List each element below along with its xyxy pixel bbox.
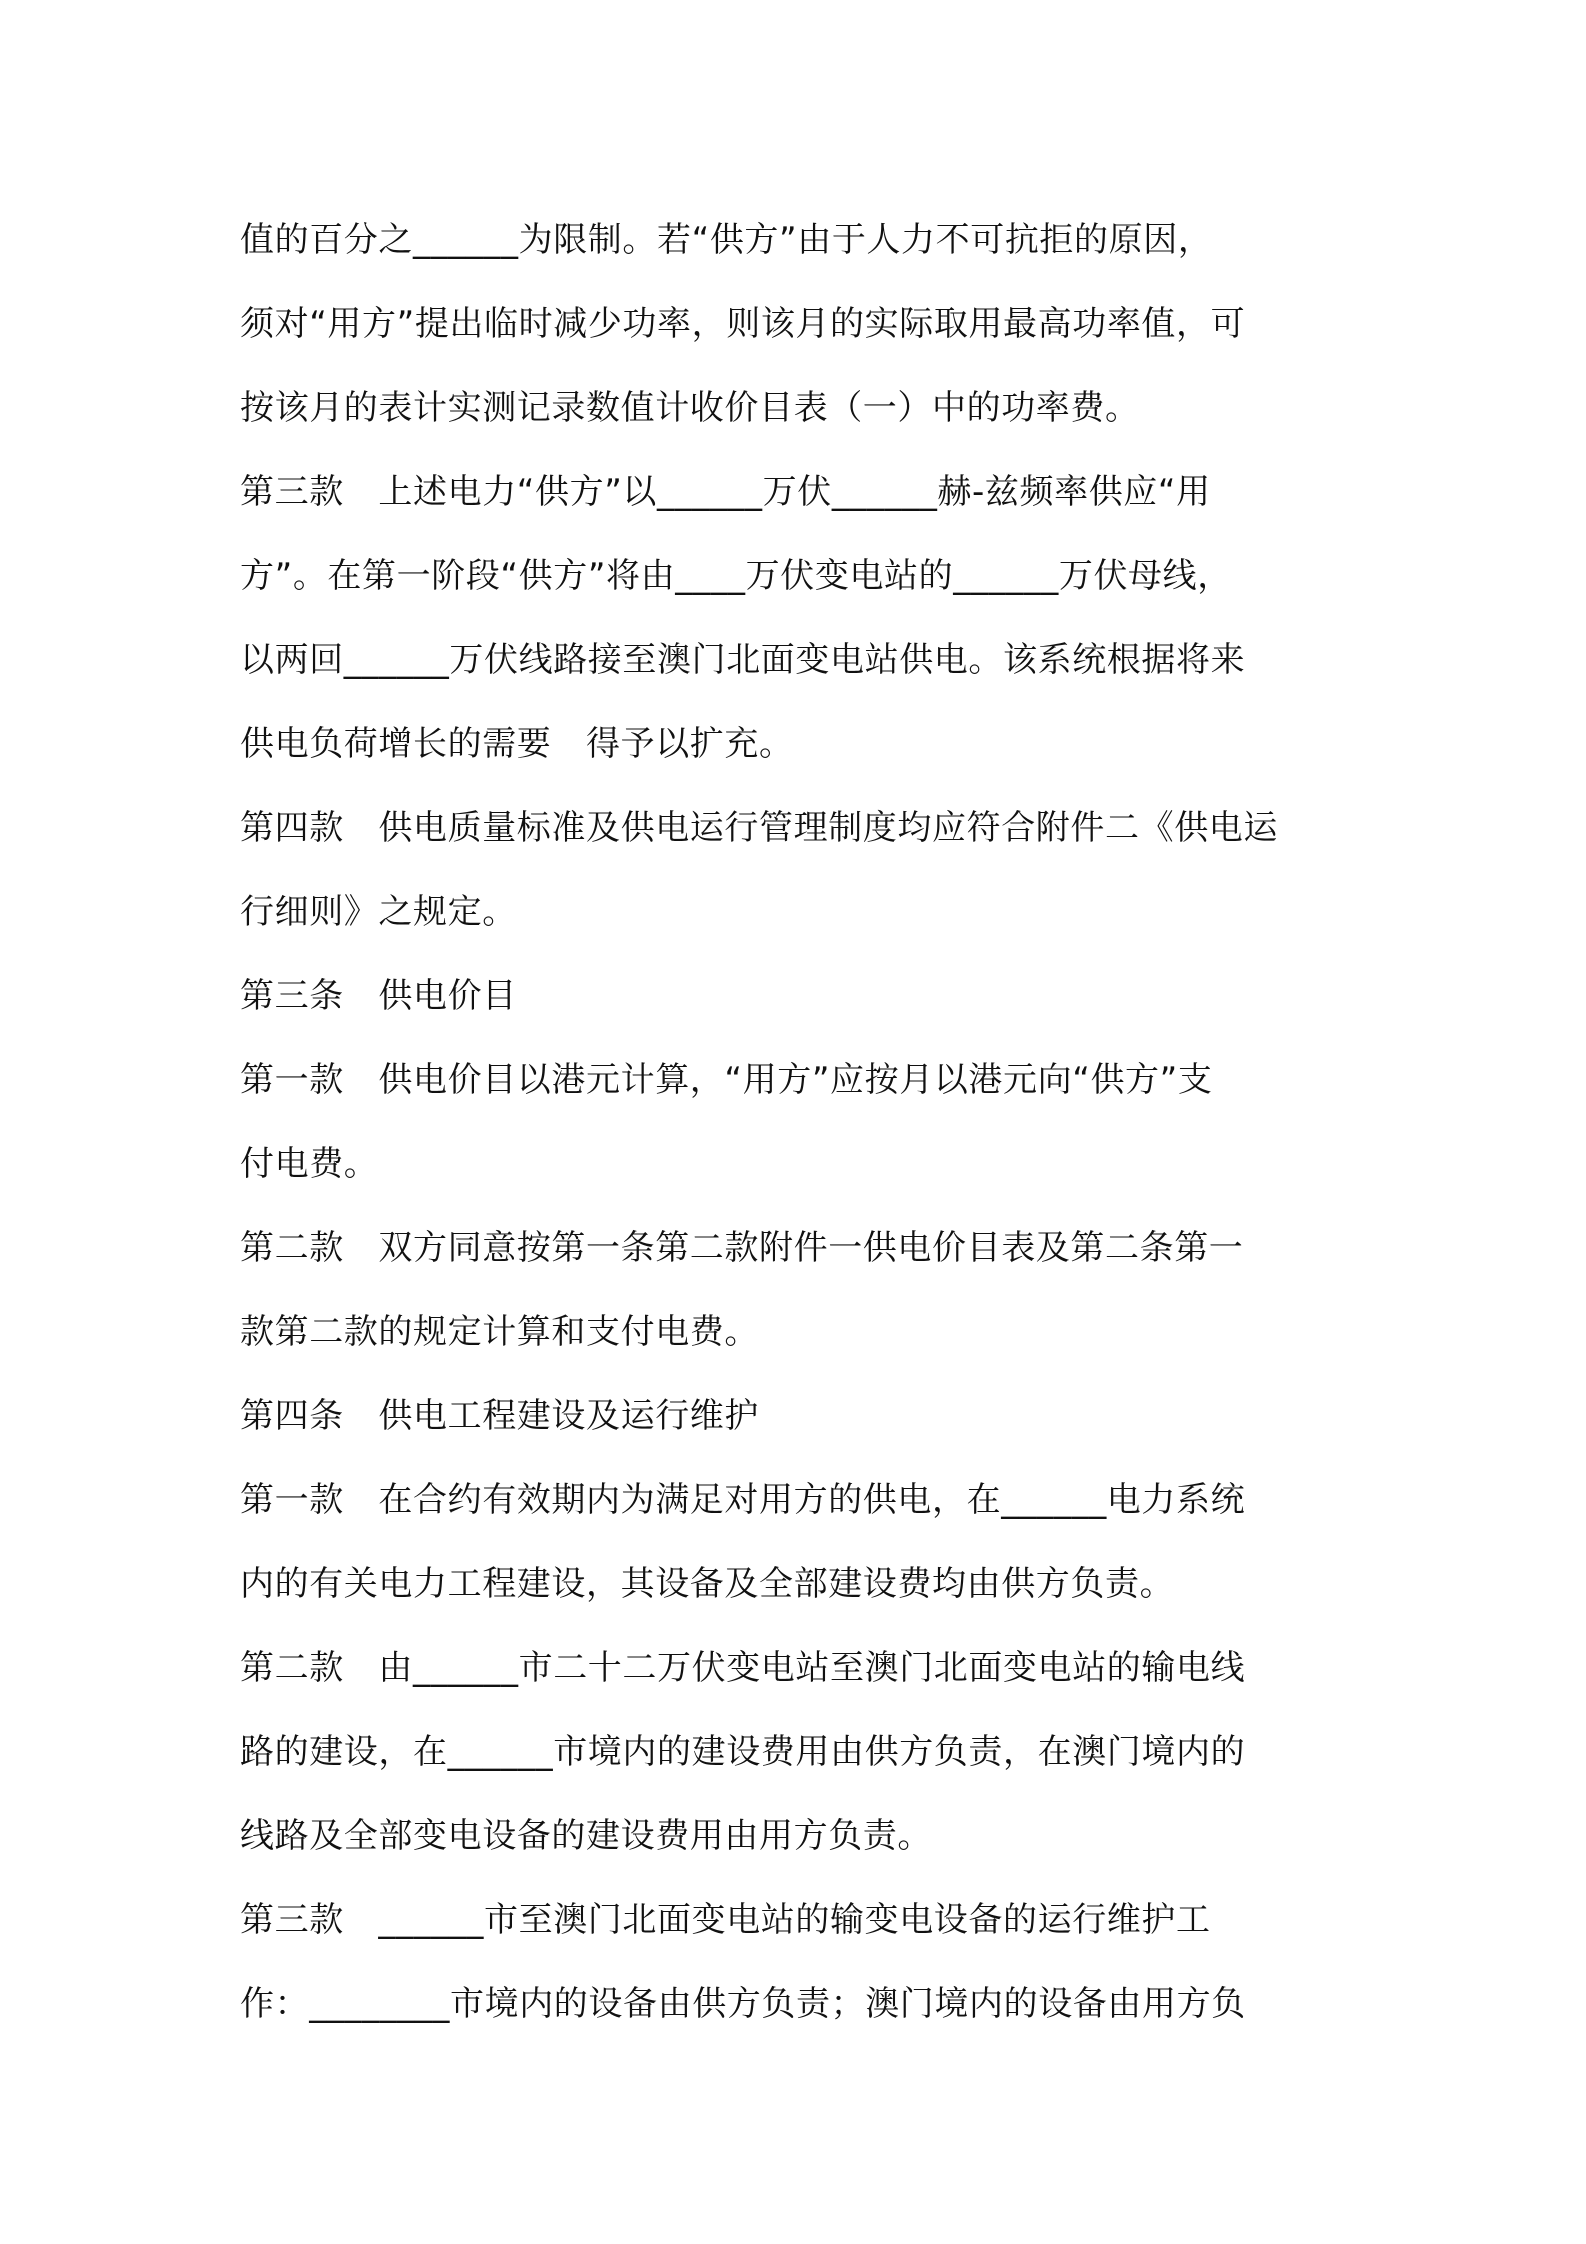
text-line: 第三款 ______市至澳门北面变电站的输变电设备的运行维护工 xyxy=(240,1900,1211,1940)
text-line: 款第二款的规定计算和支付电费。 xyxy=(240,1312,759,1352)
text-line: 第四款 供电质量标准及供电运行管理制度均应符合附件二《供电运 xyxy=(240,808,1278,848)
text-line: 第一款 供电价目以港元计算，“用方”应按月以港元向“供方”支 xyxy=(240,1060,1213,1100)
text-line: 方”。在第一阶段“供方”将由____万伏变电站的______万伏母线， xyxy=(240,556,1232,596)
text-line: 路的建设，在______市境内的建设费用由供方负责，在澳门境内的 xyxy=(240,1732,1246,1772)
text-line: 值的百分之______为限制。若“供方”由于人力不可抗拒的原因， xyxy=(240,220,1213,260)
section-heading: 第三条 供电价目 xyxy=(240,976,517,1016)
text-line: 线路及全部变电设备的建设费用由用方负责。 xyxy=(240,1816,932,1856)
text-line: 行细则》之规定。 xyxy=(240,892,517,932)
text-line: 第三款 上述电力“供方”以______万伏______赫-兹频率供应“用 xyxy=(240,472,1211,512)
text-line: 第一款 在合约有效期内为满足对用方的供电，在______电力系统 xyxy=(240,1480,1246,1520)
text-line: 第二款 双方同意按第一条第二款附件一供电价目表及第二条第一 xyxy=(240,1228,1244,1268)
text-line: 须对“用方”提出临时减少功率，则该月的实际取用最高功率值，可 xyxy=(240,304,1246,344)
text-line: 作：________市境内的设备由供方负责；澳门境内的设备由用方负 xyxy=(240,1984,1246,2024)
text-line: 第二款 由______市二十二万伏变电站至澳门北面变电站的输电线 xyxy=(240,1648,1246,1688)
text-line: 供电负荷增长的需要 得予以扩充。 xyxy=(240,724,794,764)
text-line: 付电费。 xyxy=(240,1144,379,1184)
text-line: 按该月的表计实测记录数值计收价目表（一）中的功率费。 xyxy=(240,388,1140,428)
section-heading: 第四条 供电工程建设及运行维护 xyxy=(240,1396,759,1436)
document-body xyxy=(240,198,1360,2046)
text-line: 内的有关电力工程建设，其设备及全部建设费均由供方负责。 xyxy=(240,1564,1175,1604)
text-line: 以两回______万伏线路接至澳门北面变电站供电。该系统根据将来 xyxy=(240,640,1246,680)
